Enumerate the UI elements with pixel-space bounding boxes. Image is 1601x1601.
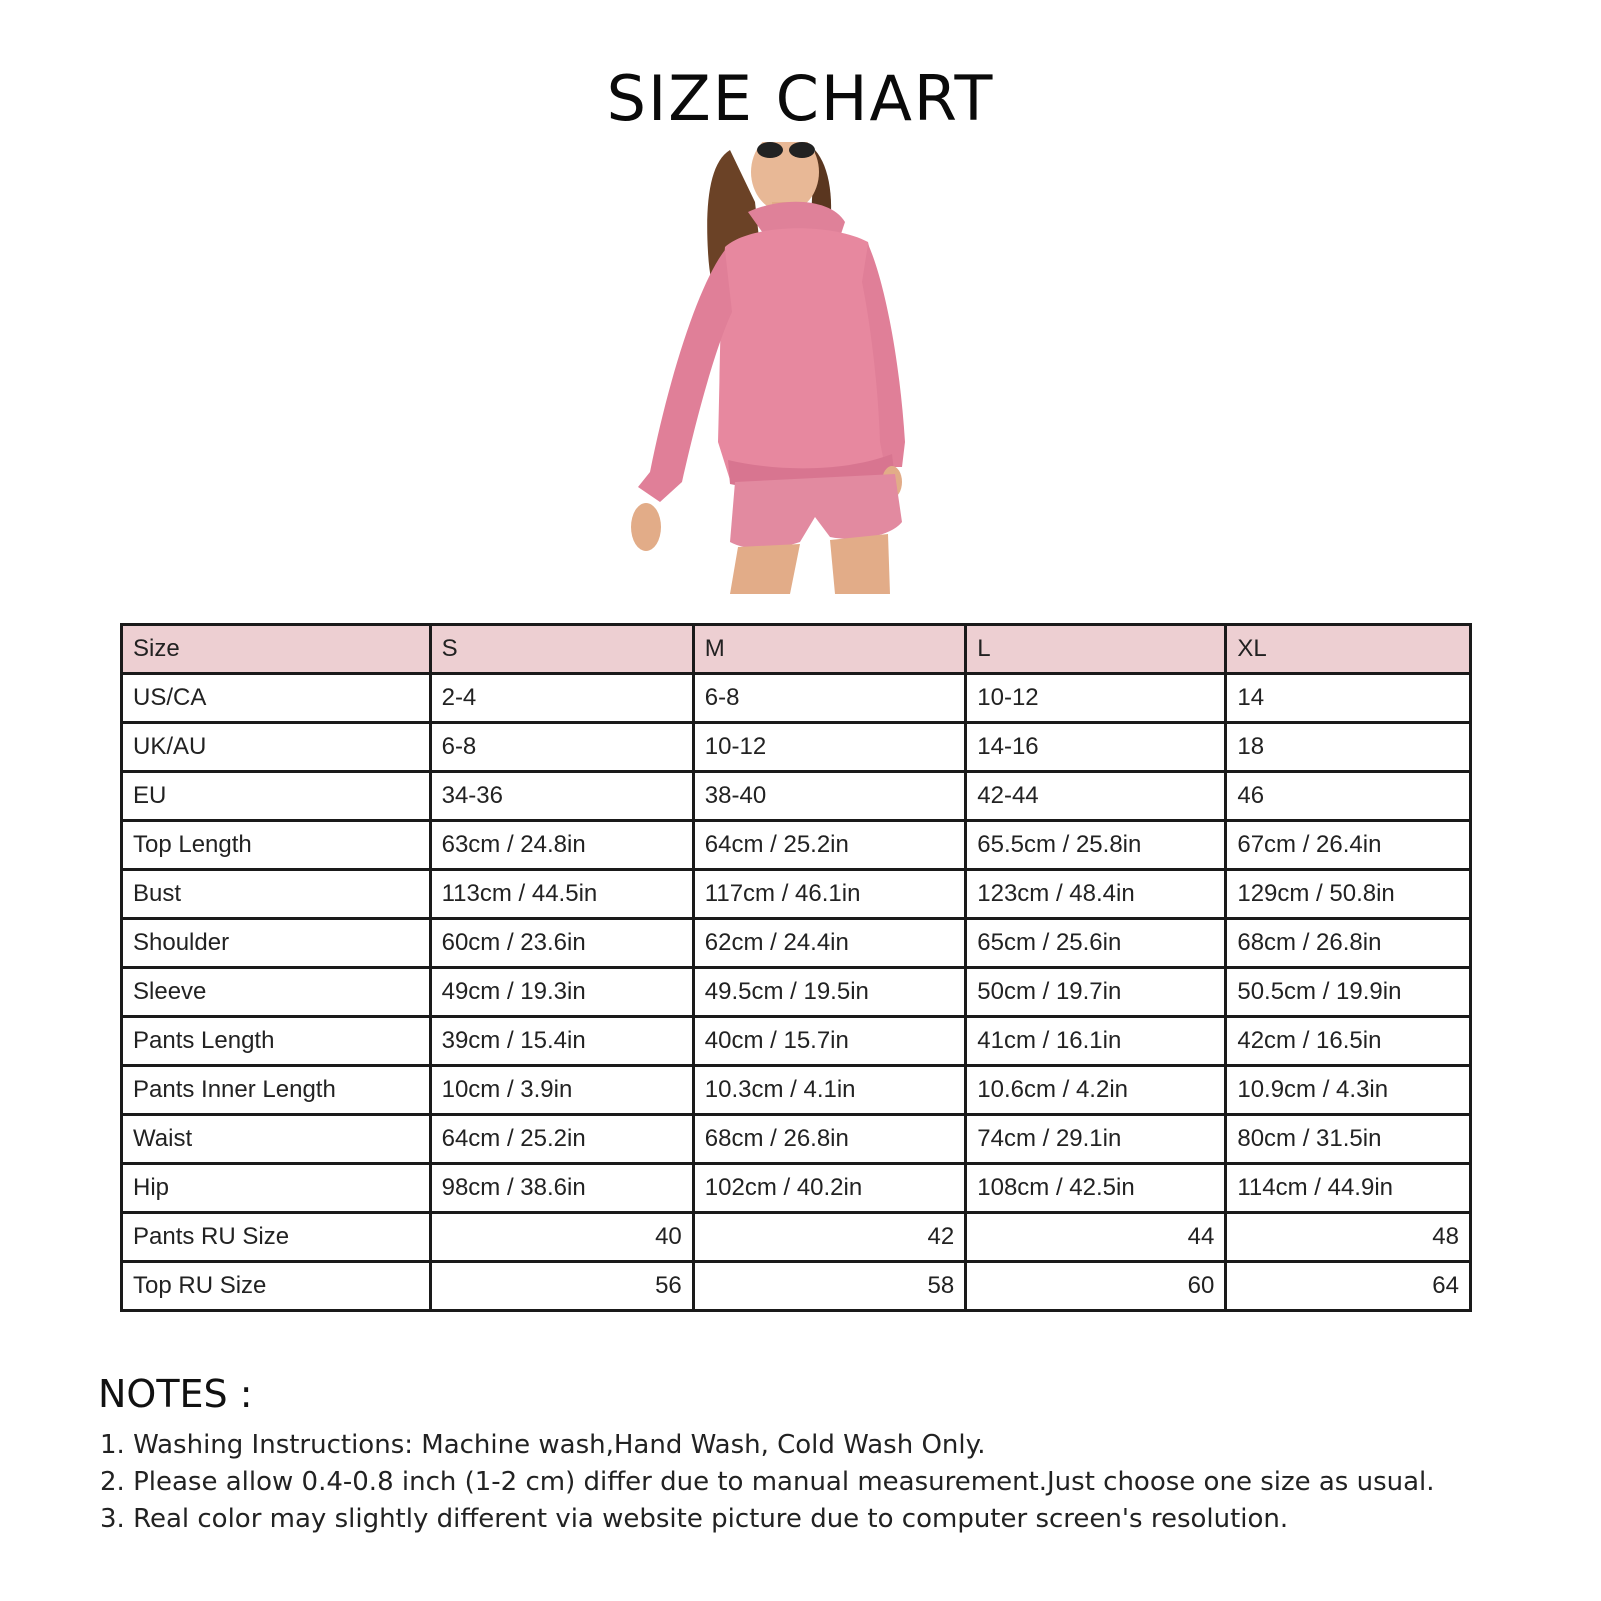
table-cell: 65cm / 25.6in bbox=[966, 919, 1226, 968]
table-cell: 102cm / 40.2in bbox=[693, 1164, 965, 1213]
table-row bbox=[122, 919, 1471, 968]
page-title: SIZE CHART bbox=[606, 62, 995, 135]
row-label: Top Length bbox=[122, 821, 431, 870]
table-cell: 2-4 bbox=[430, 674, 693, 723]
table-cell: 64 bbox=[1226, 1262, 1471, 1311]
table-cell: 40cm / 15.7in bbox=[693, 1017, 965, 1066]
table-row bbox=[122, 674, 1471, 723]
table-row bbox=[122, 870, 1471, 919]
table-cell: 14 bbox=[1226, 674, 1471, 723]
model-hand-left bbox=[631, 503, 661, 551]
table-cell: 50.5cm / 19.9in bbox=[1226, 968, 1471, 1017]
row-label: Hip bbox=[122, 1164, 431, 1213]
row-label: Waist bbox=[122, 1115, 431, 1164]
table-cell: 56 bbox=[430, 1262, 693, 1311]
notes-list bbox=[100, 1427, 1435, 1538]
table-cell: 80cm / 31.5in bbox=[1226, 1115, 1471, 1164]
table-cell: 50cm / 19.7in bbox=[966, 968, 1226, 1017]
table-cell: 58 bbox=[693, 1262, 965, 1311]
table-cell: 10.3cm / 4.1in bbox=[693, 1066, 965, 1115]
table-cell: 108cm / 42.5in bbox=[966, 1164, 1226, 1213]
table-cell: 6-8 bbox=[693, 674, 965, 723]
table-cell: 64cm / 25.2in bbox=[430, 1115, 693, 1164]
row-label: EU bbox=[122, 772, 431, 821]
table-cell: 129cm / 50.8in bbox=[1226, 870, 1471, 919]
table-cell: 63cm / 24.8in bbox=[430, 821, 693, 870]
row-label: Sleeve bbox=[122, 968, 431, 1017]
table-cell: 98cm / 38.6in bbox=[430, 1164, 693, 1213]
table-row bbox=[122, 1115, 1471, 1164]
table-cell: 41cm / 16.1in bbox=[966, 1017, 1226, 1066]
table-cell: 68cm / 26.8in bbox=[693, 1115, 965, 1164]
row-label: Pants Length bbox=[122, 1017, 431, 1066]
table-cell: 38-40 bbox=[693, 772, 965, 821]
table-cell: 48 bbox=[1226, 1213, 1471, 1262]
table-cell: 49.5cm / 19.5in bbox=[693, 968, 965, 1017]
column-header: L bbox=[966, 625, 1226, 674]
table-header-row bbox=[122, 625, 1471, 674]
column-header: M bbox=[693, 625, 965, 674]
table-cell: 10-12 bbox=[966, 674, 1226, 723]
table-cell: 6-8 bbox=[430, 723, 693, 772]
column-header: Size bbox=[122, 625, 431, 674]
table-row bbox=[122, 1164, 1471, 1213]
table-cell: 117cm / 46.1in bbox=[693, 870, 965, 919]
model-photo bbox=[630, 142, 950, 594]
table-row bbox=[122, 1213, 1471, 1262]
table-row bbox=[122, 1017, 1471, 1066]
notes-title: NOTES : bbox=[98, 1372, 253, 1416]
table-cell: 10cm / 3.9in bbox=[430, 1066, 693, 1115]
table-cell: 42cm / 16.5in bbox=[1226, 1017, 1471, 1066]
table-row bbox=[122, 723, 1471, 772]
table-cell: 46 bbox=[1226, 772, 1471, 821]
table-row bbox=[122, 1262, 1471, 1311]
table-cell: 49cm / 19.3in bbox=[430, 968, 693, 1017]
note-item: 1. Washing Instructions: Machine wash,Hand Wash, Cold Wash Only. bbox=[100, 1430, 986, 1460]
model-legs bbox=[730, 544, 800, 594]
table-cell: 39cm / 15.4in bbox=[430, 1017, 693, 1066]
note-item: 3. Real color may slightly different via website picture due to computer screen's resolution. bbox=[100, 1504, 1289, 1534]
table-cell: 10.9cm / 4.3in bbox=[1226, 1066, 1471, 1115]
table-cell: 14-16 bbox=[966, 723, 1226, 772]
table-cell: 114cm / 44.9in bbox=[1226, 1164, 1471, 1213]
table-cell: 42 bbox=[693, 1213, 965, 1262]
size-table bbox=[120, 623, 1472, 1312]
table-cell: 60 bbox=[966, 1262, 1226, 1311]
table-row bbox=[122, 1066, 1471, 1115]
column-header: XL bbox=[1226, 625, 1471, 674]
row-label: Bust bbox=[122, 870, 431, 919]
row-label: Pants RU Size bbox=[122, 1213, 431, 1262]
sweatshirt-sleeve-left bbox=[638, 250, 732, 502]
table-cell: 65.5cm / 25.8in bbox=[966, 821, 1226, 870]
table-cell: 40 bbox=[430, 1213, 693, 1262]
row-label: Pants Inner Length bbox=[122, 1066, 431, 1115]
table-row bbox=[122, 821, 1471, 870]
table-cell: 44 bbox=[966, 1213, 1226, 1262]
table-cell: 123cm / 48.4in bbox=[966, 870, 1226, 919]
row-label: Top RU Size bbox=[122, 1262, 431, 1311]
table-cell: 74cm / 29.1in bbox=[966, 1115, 1226, 1164]
table-cell: 34-36 bbox=[430, 772, 693, 821]
table-cell: 10-12 bbox=[693, 723, 965, 772]
table-cell: 67cm / 26.4in bbox=[1226, 821, 1471, 870]
table-row bbox=[122, 772, 1471, 821]
table-cell: 42-44 bbox=[966, 772, 1226, 821]
row-label: Shoulder bbox=[122, 919, 431, 968]
row-label: UK/AU bbox=[122, 723, 431, 772]
note-item: 2. Please allow 0.4-0.8 inch (1-2 cm) differ due to manual measurement.Just choose one size as usual. bbox=[100, 1467, 1435, 1497]
table-cell: 64cm / 25.2in bbox=[693, 821, 965, 870]
table-cell: 60cm / 23.6in bbox=[430, 919, 693, 968]
table-cell: 62cm / 24.4in bbox=[693, 919, 965, 968]
column-header: S bbox=[430, 625, 693, 674]
table-cell: 68cm / 26.8in bbox=[1226, 919, 1471, 968]
table-cell: 18 bbox=[1226, 723, 1471, 772]
table-cell: 113cm / 44.5in bbox=[430, 870, 693, 919]
row-label: US/CA bbox=[122, 674, 431, 723]
table-row bbox=[122, 968, 1471, 1017]
table-cell: 10.6cm / 4.2in bbox=[966, 1066, 1226, 1115]
